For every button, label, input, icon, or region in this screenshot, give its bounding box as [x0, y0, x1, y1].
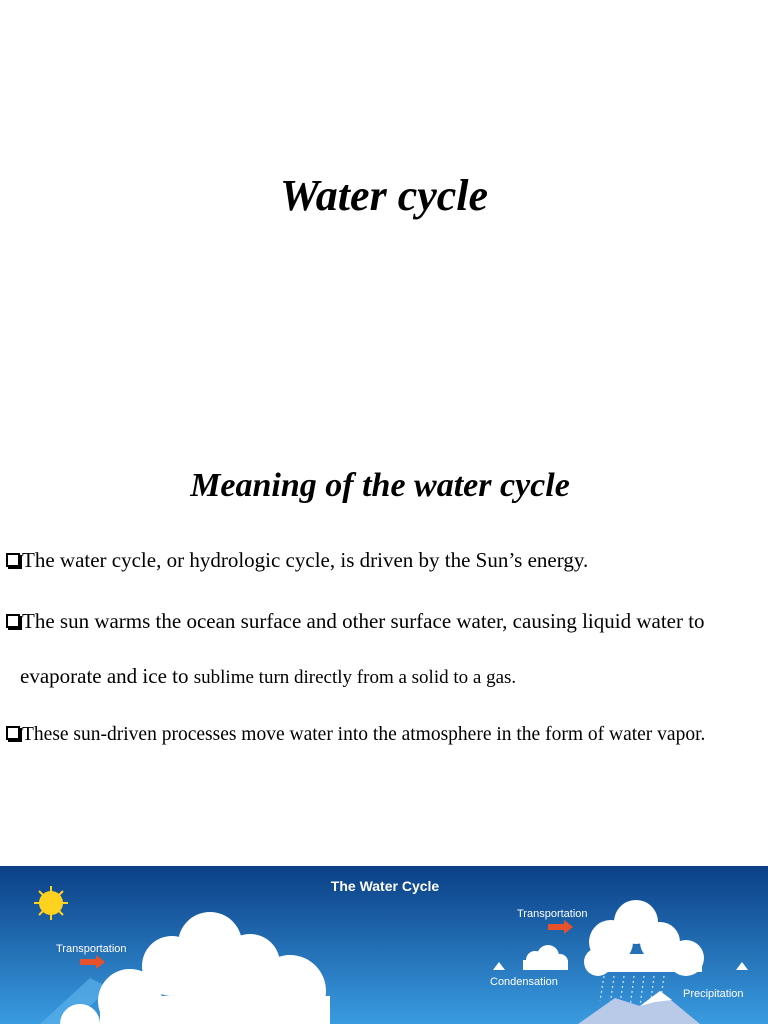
- bullet-continuation-text: evaporate and ice to: [20, 664, 194, 688]
- slide-title: Water cycle: [279, 171, 489, 220]
- section-heading: Meaning of the water cycle: [190, 467, 570, 504]
- bullet-text: The water cycle, or hydrologic cycle, is driven by the Sun’s energy.: [22, 548, 589, 572]
- transportation-label-right: Transportation: [517, 908, 588, 920]
- checkbox-bullet-icon: [6, 553, 20, 567]
- checkbox-bullet-icon: [6, 614, 20, 628]
- water-cycle-diagram: [0, 866, 768, 1024]
- bullet-text: These sun-driven processes move water into the atmosphere in the form of water vapor.: [22, 724, 706, 745]
- diagram-title: The Water Cycle: [330, 878, 440, 894]
- bullet-item: [6, 607, 766, 635]
- checkbox-bullet-icon: [6, 726, 20, 740]
- bullet-continuation: [20, 662, 768, 692]
- bullet-text: The sun warms the ocean surface and other surface water, causing liquid water to: [22, 609, 705, 633]
- bullet-continuation-text-small: sublime turn directly from a solid to a gas.: [193, 667, 517, 688]
- transportation-label-left: Transportation: [56, 943, 127, 955]
- precipitation-label: Precipitation: [683, 988, 744, 1000]
- condensation-label: Condensation: [490, 976, 558, 988]
- sun-icon: [34, 886, 68, 920]
- bullet-item: [6, 721, 766, 749]
- bullet-item: [6, 546, 766, 574]
